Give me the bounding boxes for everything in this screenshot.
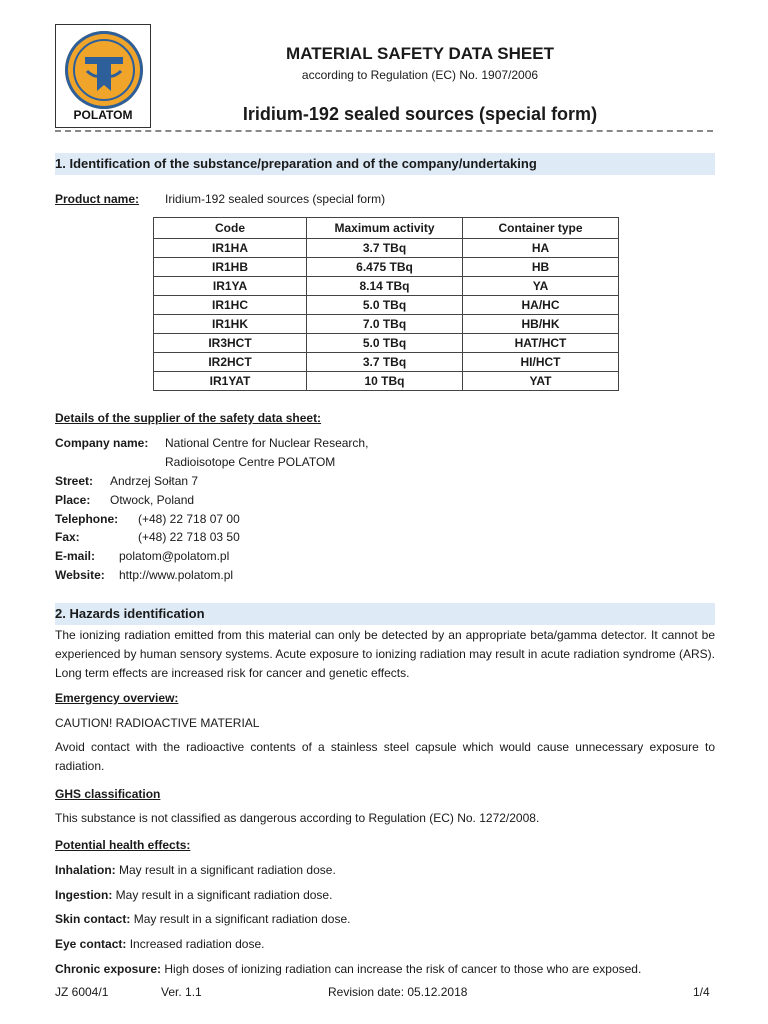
chronic-exposure-line (55, 962, 641, 977)
section-2-heading: 2. Hazards identification (55, 603, 715, 625)
company-name-label: Company name: (55, 436, 149, 450)
inhalation-line (55, 863, 336, 878)
skin-contact-label: Skin contact: (55, 912, 131, 926)
caution-text: CAUTION! RADIOACTIVE MATERIAL (55, 716, 260, 730)
table-cell: IR1YA (154, 277, 307, 296)
document-subtitle: according to Regulation (EC) No. 1907/2006 (301, 68, 539, 82)
skin-contact-line (55, 912, 350, 927)
column-header-activity: Maximum activity (307, 218, 463, 239)
table-cell: HB (463, 258, 619, 277)
fax-value: (+48) 22 718 03 50 (138, 530, 240, 544)
ghs-heading: GHS classification (55, 787, 161, 801)
website-label: Website: (55, 568, 105, 582)
table-cell: 10 TBq (307, 372, 463, 391)
table-cell: IR1HA (154, 239, 307, 258)
table-cell: HA (463, 239, 619, 258)
health-effects-heading: Potential health effects: (55, 838, 191, 852)
table-row (154, 372, 619, 391)
table-row (154, 277, 619, 296)
fax-label: Fax: (55, 530, 80, 544)
table-cell: IR1YAT (154, 372, 307, 391)
header-divider (55, 130, 713, 132)
eye-contact-line (55, 937, 264, 952)
table-cell: HA/HC (463, 296, 619, 315)
company-logo (55, 24, 151, 128)
footer-version: Ver. 1.1 (161, 985, 202, 999)
table-cell: YA (463, 277, 619, 296)
product-codes-table (153, 217, 619, 391)
table-cell: 3.7 TBq (307, 353, 463, 372)
emergency-overview-heading: Emergency overview: (55, 691, 179, 705)
inhalation-label: Inhalation: (55, 863, 116, 877)
table-row (154, 353, 619, 372)
table-cell: 6.475 TBq (307, 258, 463, 277)
supplier-heading: Details of the supplier of the safety data sheet: (55, 411, 322, 425)
table-cell: IR1HB (154, 258, 307, 277)
polatom-emblem-icon (65, 31, 143, 109)
footer-page-number: 1/4 (693, 985, 710, 999)
website-value[interactable]: http://www.polatom.pl (119, 568, 234, 582)
email-label: E-mail: (55, 549, 96, 563)
telephone-value: (+48) 22 718 07 00 (138, 512, 240, 526)
table-cell: IR3HCT (154, 334, 307, 353)
table-row (154, 334, 619, 353)
product-name-label: Product name: (55, 192, 140, 206)
table-cell: IR1HC (154, 296, 307, 315)
table-cell: HB/HK (463, 315, 619, 334)
chronic-exposure-text: High doses of ionizing radiation can increase the risk of cancer to those who are exposed. (161, 962, 642, 976)
logo-text: POLATOM (73, 108, 133, 122)
table-row (154, 258, 619, 277)
ingestion-line (55, 888, 332, 903)
street-value: Andrzej Sołtan 7 (110, 474, 199, 488)
eye-contact-text: Increased radiation dose. (126, 937, 265, 951)
table-cell: HAT/HCT (463, 334, 619, 353)
chronic-exposure-label: Chronic exposure: (55, 962, 162, 976)
table-cell: IR2HCT (154, 353, 307, 372)
ingestion-label: Ingestion: (55, 888, 113, 902)
section-1-heading: 1. Identification of the substance/preparation and of the company/undertaking (55, 153, 715, 175)
company-name-line2: Radioisotope Centre POLATOM (165, 455, 336, 469)
product-name-value: Iridium-192 sealed sources (special form) (165, 192, 386, 206)
ingestion-text: May result in a significant radiation dose. (112, 888, 333, 902)
product-title: Iridium-192 sealed sources (special form) (242, 104, 598, 124)
table-cell: 8.14 TBq (307, 277, 463, 296)
page-footer (55, 985, 715, 1000)
table-cell: 7.0 TBq (307, 315, 463, 334)
telephone-label: Telephone: (55, 512, 119, 526)
company-name-line1: National Centre for Nuclear Research, (165, 436, 369, 450)
skin-contact-text: May result in a significant radiation dose. (130, 912, 351, 926)
table-cell: YAT (463, 372, 619, 391)
footer-doc-id: JZ 6004/1 (55, 985, 109, 999)
place-label: Place: (55, 493, 91, 507)
column-header-code: Code (154, 218, 307, 239)
table-cell: 3.7 TBq (307, 239, 463, 258)
avoid-contact-paragraph: Avoid contact with the radioactive contents of a stainless steel capsule which would cause unnecessary exposure to radiation. (55, 740, 715, 773)
street-label: Street: (55, 474, 94, 488)
table-cell: 5.0 TBq (307, 296, 463, 315)
table-header-row (154, 218, 619, 239)
document-title: MATERIAL SAFETY DATA SHEET (286, 44, 554, 63)
table-row (154, 239, 619, 258)
ghs-text: This substance is not classified as dangerous according to Regulation (EC) No. 1272/2008. (55, 811, 540, 825)
table-cell: HI/HCT (463, 353, 619, 372)
footer-revision-date: Revision date: 05.12.2018 (328, 985, 468, 999)
column-header-container: Container type (463, 218, 619, 239)
table-cell: IR1HK (154, 315, 307, 334)
eye-contact-label: Eye contact: (55, 937, 127, 951)
inhalation-text: May result in a significant radiation dose. (115, 863, 336, 877)
place-value: Otwock, Poland (110, 493, 195, 507)
hazard-intro-paragraph: The ionizing radiation emitted from this material can only be detected by an appropriate beta/gamma detector. It cannot be experienced by human sensory systems. Acute exposure to ionizing radiation may result in acute radiation syndrome (ARS). Long term effects are increased risk for cancer and genetic effects. (55, 628, 715, 680)
table-row (154, 315, 619, 334)
email-value[interactable]: polatom@polatom.pl (119, 549, 230, 563)
table-row (154, 296, 619, 315)
table-cell: 5.0 TBq (307, 334, 463, 353)
